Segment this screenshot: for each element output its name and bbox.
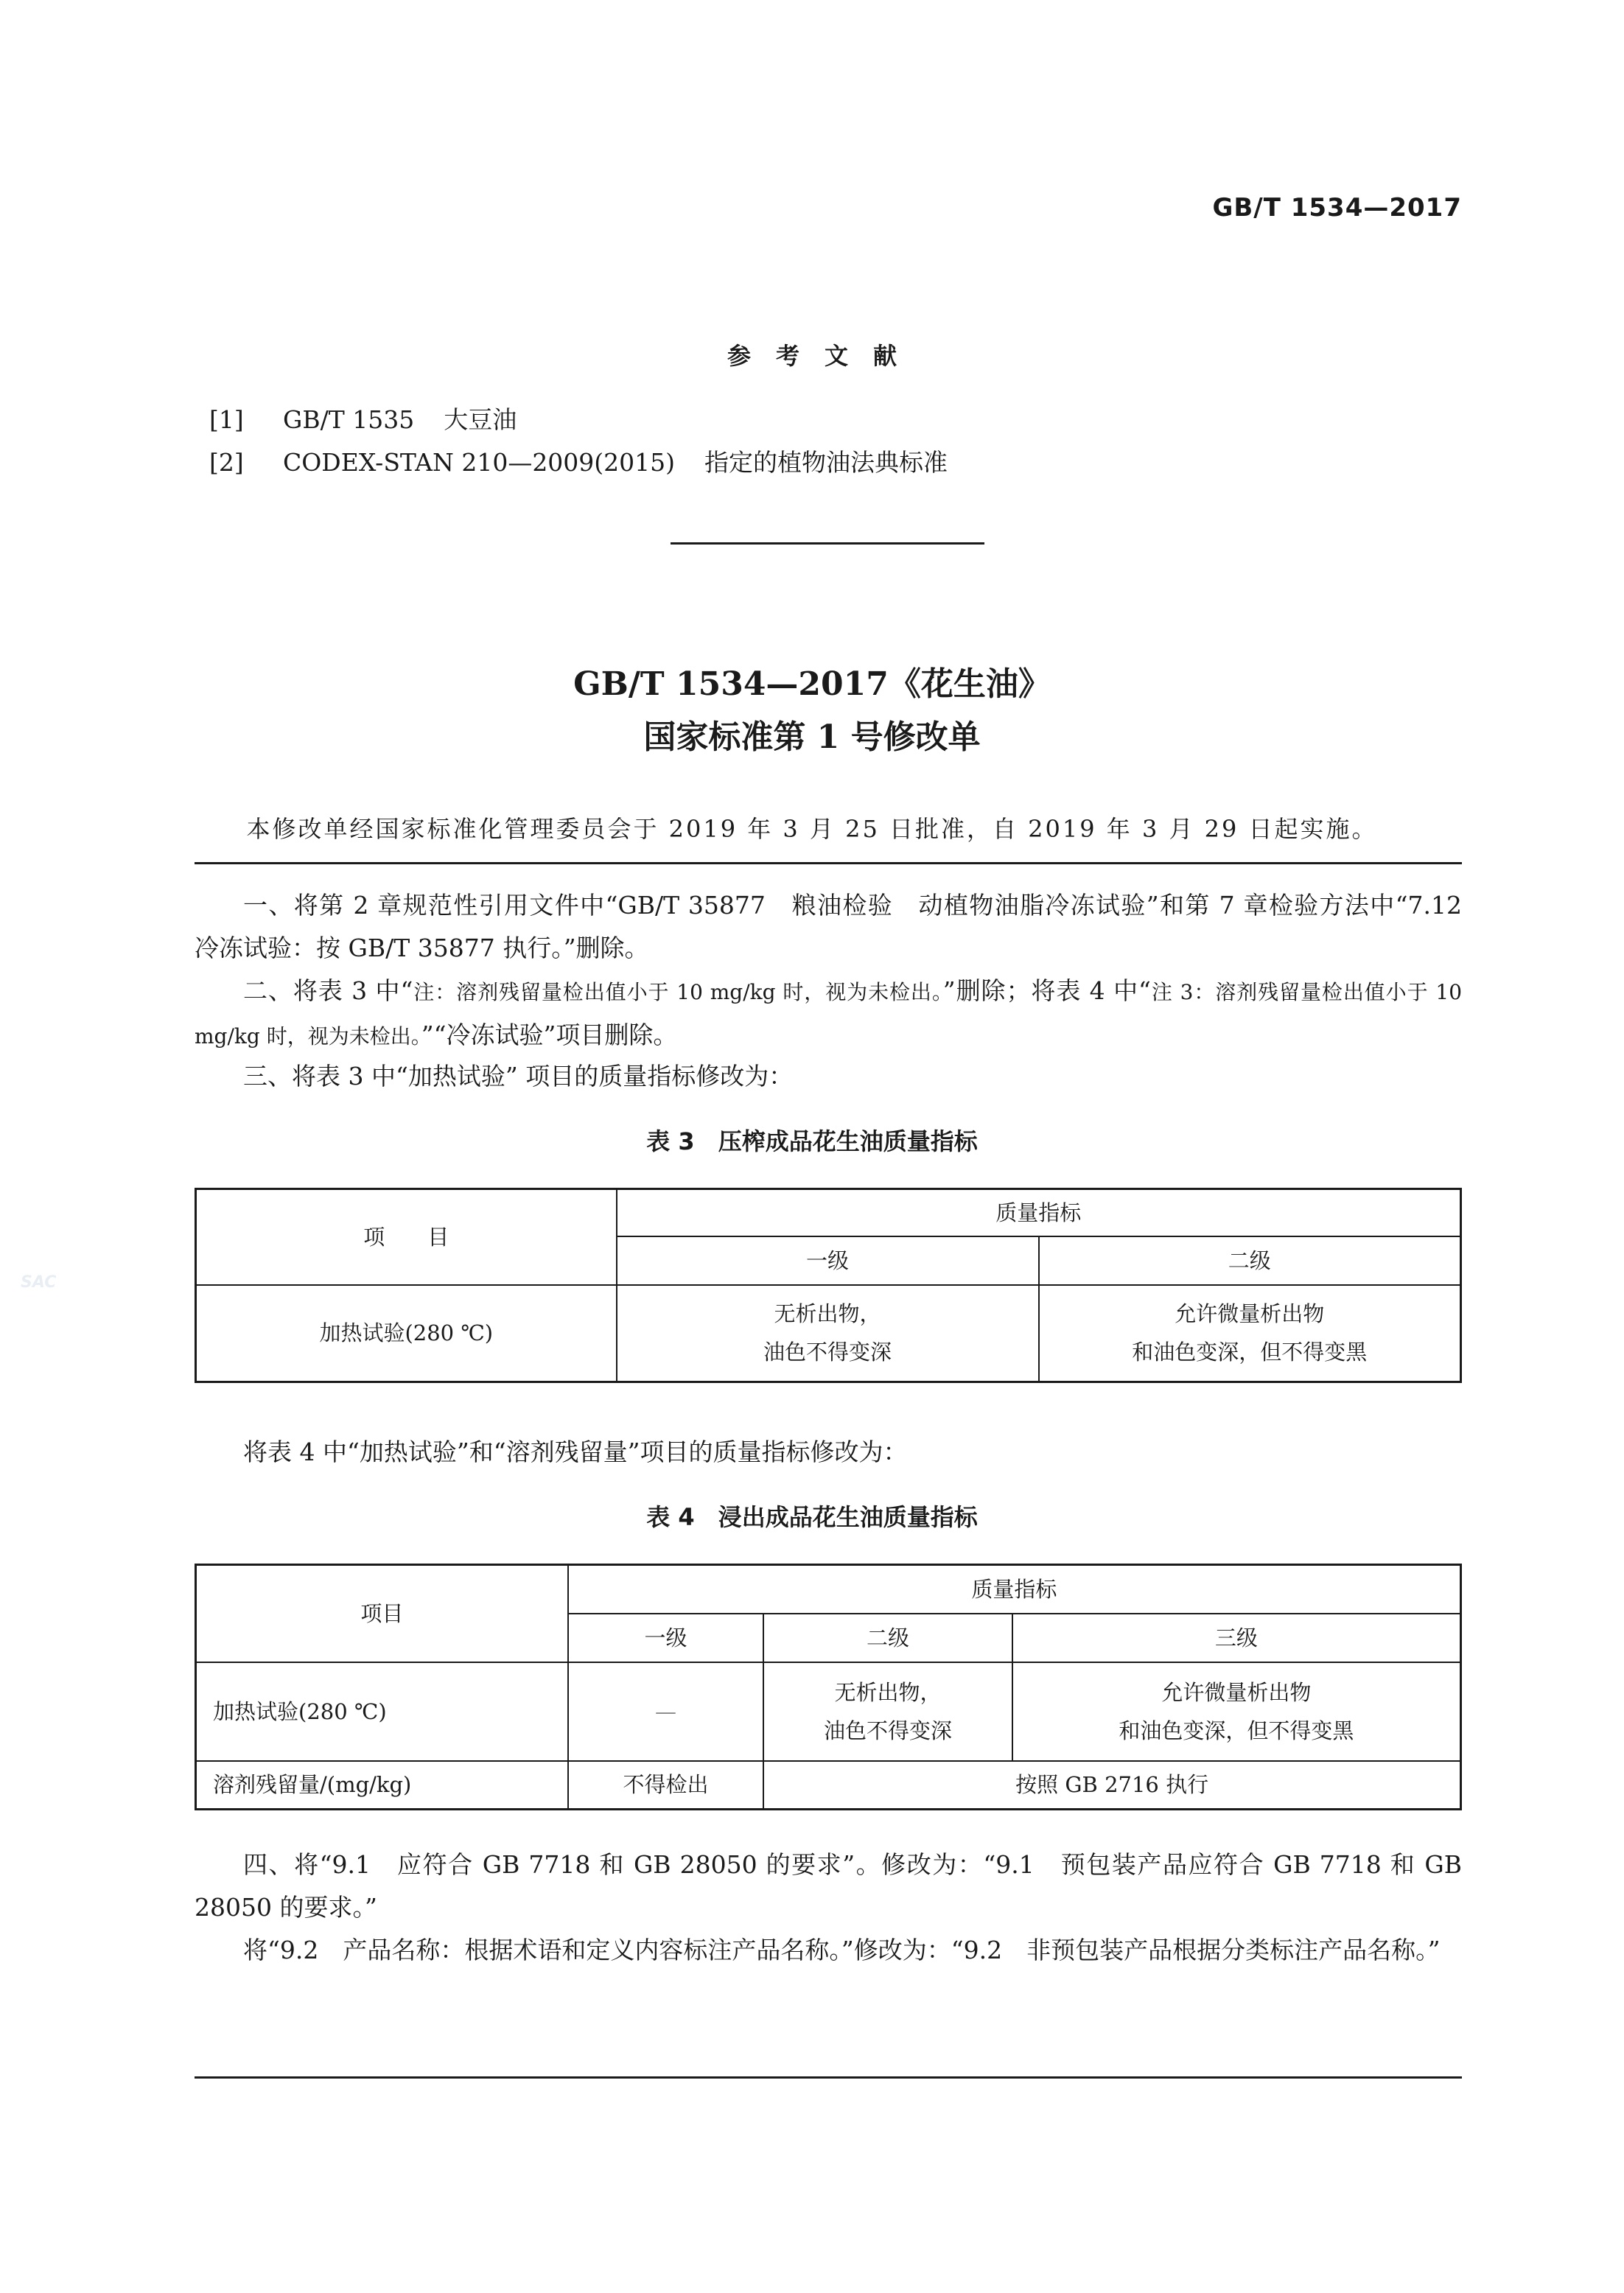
table4-row1-name: 加热试验(280 ℃) [196,1662,568,1761]
cell-line: 油色不得变深 [823,1718,952,1743]
table3-row-grade1 [617,1285,1039,1382]
item2-text-a: 二、将表 3 中“ [243,976,413,1005]
end-rule [671,542,984,545]
cell-line: 无析出物， [774,1301,881,1327]
intro-rule [195,862,1462,864]
table3-note: 注：溶剂残留量检出值小于 10 mg/kg 时，视为未检出。 [413,980,943,1004]
amendment-intro: 本修改单经国家标准化管理委员会于 2019 年 3 月 25 日批准，自 2019 年 3 月 29 日起实施。 [246,815,1378,843]
cell-line: 油色不得变深 [763,1340,892,1365]
table4-row2-name: 溶剂残留量/(mg/kg) [196,1761,568,1810]
reference-title: 大豆油 [444,405,517,434]
reference-item-2 [209,444,948,478]
amendment-item-4: 四、将“9.1 应符合 GB 7718 和 GB 28050 的要求”。修改为：“9.1 预包装产品应符合 GB 7718 和 GB 28050 的要求。” [195,1850,1462,1922]
reference-code: CODEX-STAN 210—2009(2015) [283,448,676,477]
table3-row-name: 加热试验(280 ℃) [196,1285,617,1382]
amendment-item-3: 三、将表 3 中“加热试验” 项目的质量指标修改为： [243,1062,794,1091]
table3-quality-header: 质量指标 [617,1189,1461,1236]
table3-grade2-header: 二级 [1039,1236,1461,1285]
item2-text-c: ”“冷冻试验”项目删除。 [421,1021,678,1049]
table4-intro: 将表 4 中“加热试验”和“溶剂残留量”项目的质量指标修改为： [243,1438,908,1466]
cell-line: 和油色变深，但不得变黑 [1119,1718,1354,1743]
table3-row-grade2 [1039,1285,1461,1382]
footer-rule [195,2076,1462,2079]
table3-title: 表 3 压榨成品花生油质量指标 [646,1127,978,1155]
table4-note3: 注 3：溶剂残留量检出值小于 10 mg/kg 时，视为未检出。 [195,980,1463,1049]
table4-item-header: 项目 [196,1565,568,1662]
amendment-item-2 [195,970,1462,1058]
table4-title: 表 4 浸出成品花生油质量指标 [646,1503,978,1531]
table4-grade1-header: 一级 [568,1614,763,1662]
table4-row1-grade3 [1012,1662,1461,1761]
cell-line: 无析出物， [834,1679,942,1705]
reference-number: [2] [209,448,244,477]
references-title: 参考文献 [727,342,922,370]
sac-watermark-logo: SAC [21,1273,57,1292]
cell-line: 允许微量析出物 [1175,1301,1325,1327]
cell-line: 允许微量析出物 [1161,1679,1312,1705]
amendment-item-1: 一、将第 2 章规范性引用文件中“GB/T 35877 粮油检验 动植物油脂冷冻试验”和第 7 章检验方法中“7.12 冷冻试验：按 GB/T 35877 执行。”删除。 [195,891,1486,962]
amendment-title-line1: GB/T 1534—2017《花生油》 [573,665,1051,703]
reference-code: GB/T 1535 [283,405,415,434]
table4-row1-grade1: — [568,1662,763,1761]
cell-line: 和油色变深，但不得变黑 [1132,1340,1368,1365]
amendment-title-line2: 国家标准第 1 号修改单 [643,718,981,756]
table3 [195,1188,1462,1383]
table4-grade2-header: 二级 [763,1614,1012,1662]
table4-grade3-header: 三级 [1012,1614,1461,1662]
table4-row1-grade2 [763,1662,1012,1761]
reference-number: [1] [209,405,244,434]
table4-quality-header: 质量指标 [568,1565,1461,1614]
table4 [195,1564,1462,1810]
table4-row2-grade1: 不得检出 [568,1761,763,1810]
item2-text-b: ”删除；将表 4 中“ [942,976,1151,1005]
standard-code-header: GB/T 1534—2017 [1212,193,1462,223]
table3-item-header: 项 目 [196,1189,617,1285]
reference-title: 指定的植物油法典标准 [704,448,948,477]
amendment-item-4-b: 将“9.2 产品名称：根据术语和定义内容标注产品名称。”修改为：“9.2 非预包装产品根据分类标注产品名称。” [243,1936,1441,1964]
reference-item-1 [209,401,517,435]
table3-grade1-header: 一级 [617,1236,1039,1285]
table4-row2-grade23: 按照 GB 2716 执行 [763,1761,1460,1810]
